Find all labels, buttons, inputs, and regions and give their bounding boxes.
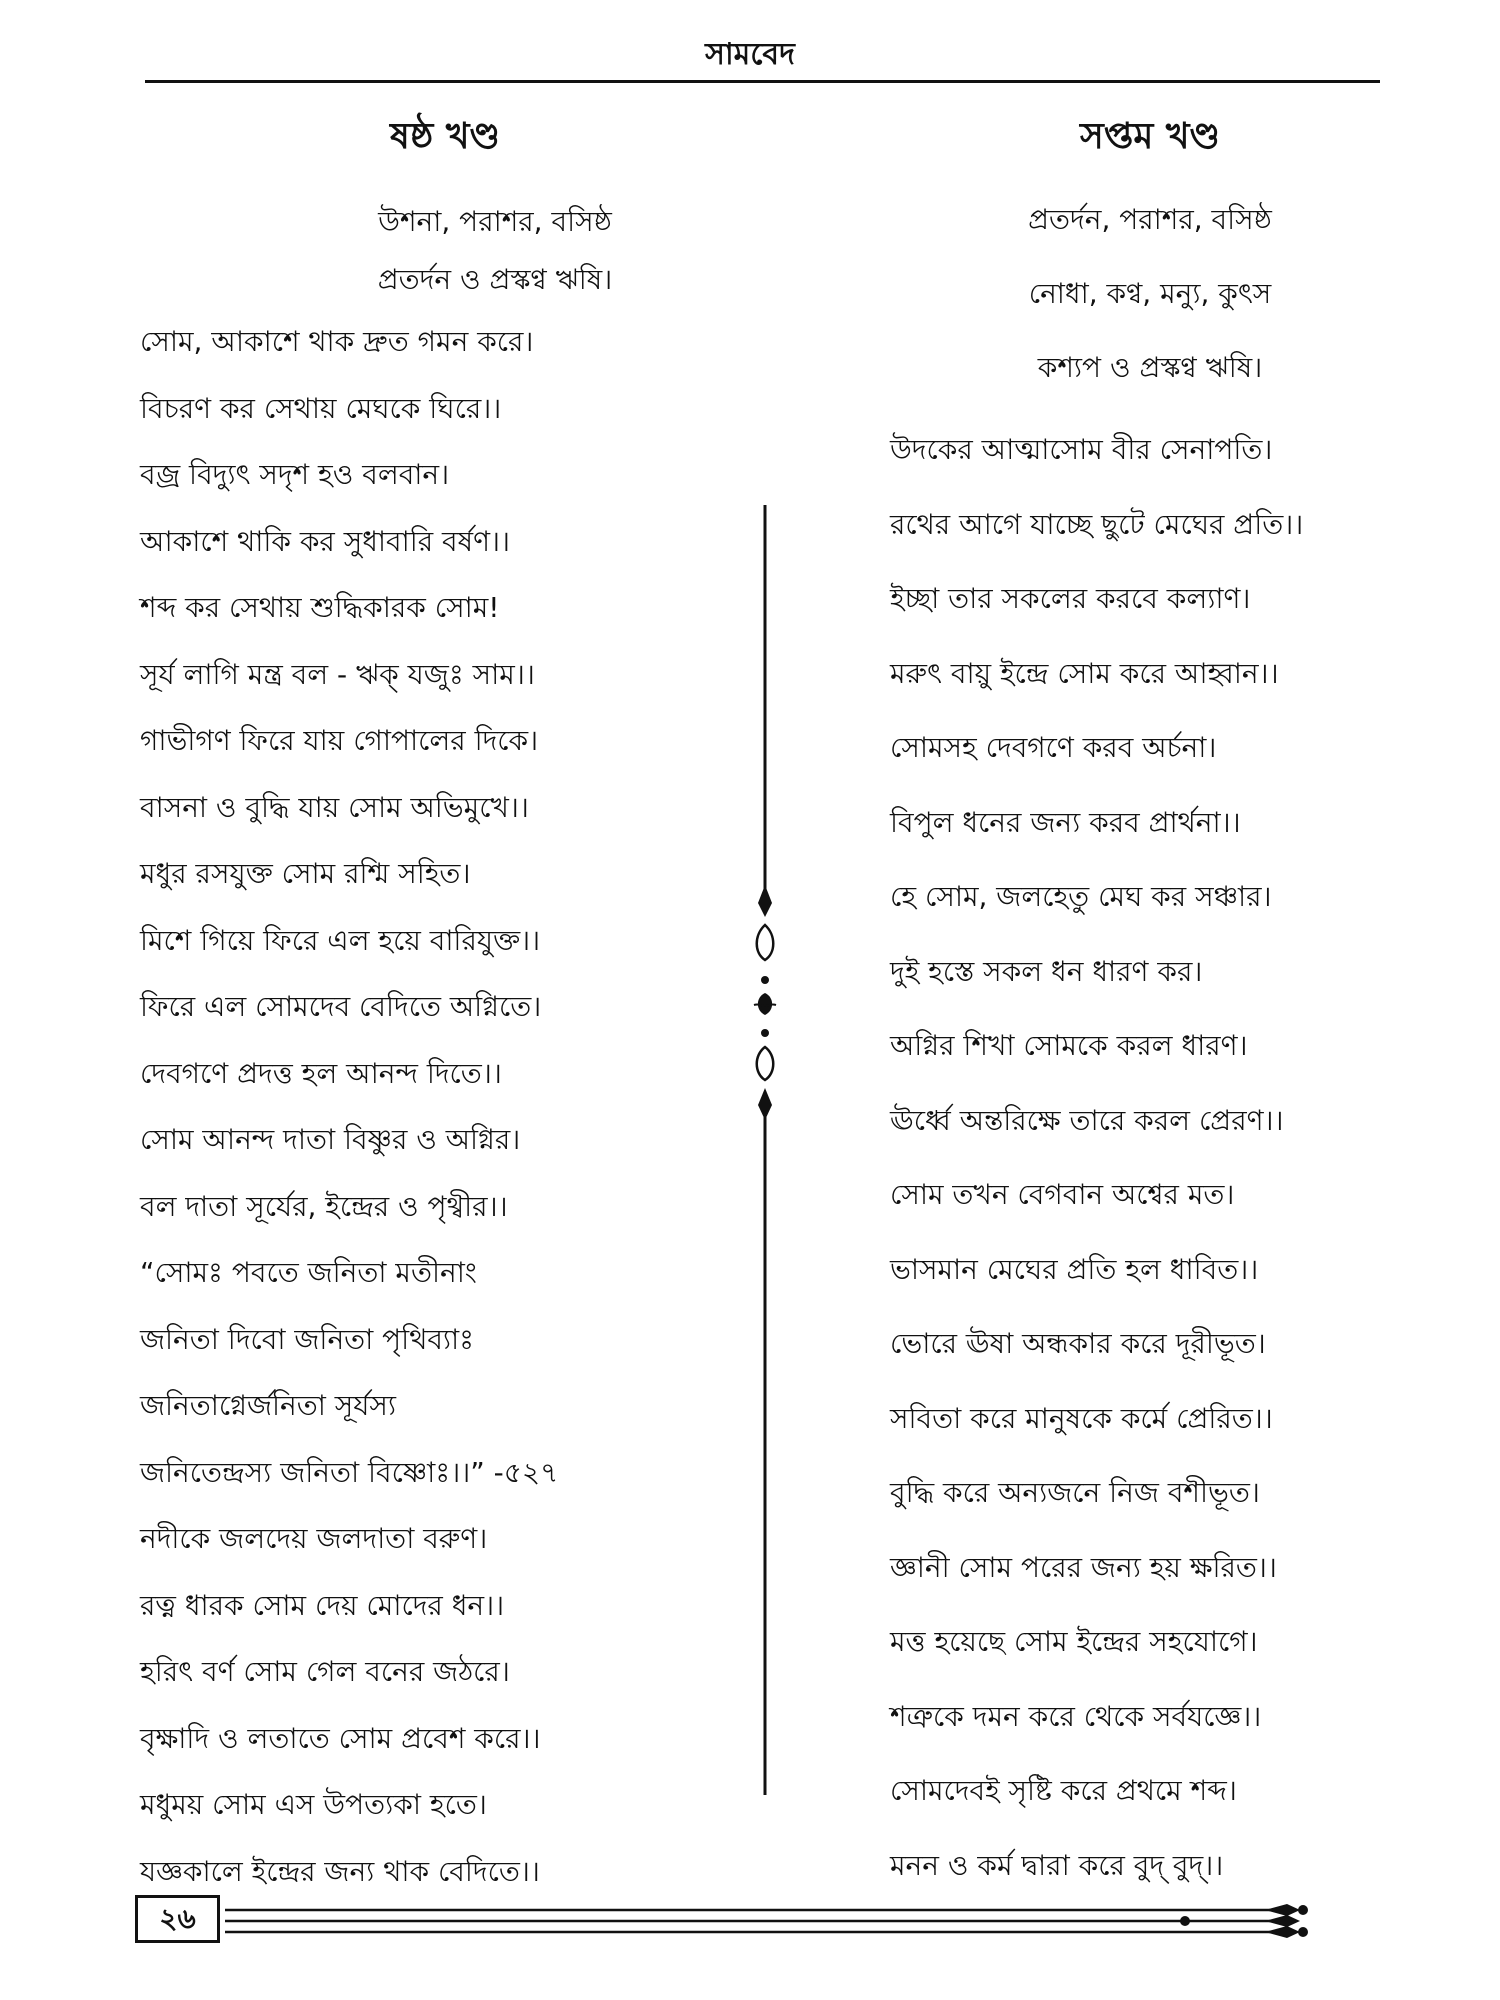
verse-line: মরুৎ বায়ু ইন্দ্রে সোম করে আহ্বান।। — [890, 656, 1279, 690]
right-section-title: সপ্তম খণ্ড — [1079, 116, 1221, 157]
left-verses — [140, 309, 730, 1905]
verse-line: অগ্নির শিখা সোমকে করল ধারণ। — [890, 1029, 1248, 1062]
verse-line: মনন ও কর্ম দ্বারা করে বুদ্ বুদ্।। — [890, 1848, 1224, 1882]
verse-line: জনিতা দিবো জনিতা পৃথিব্যাঃ — [140, 1322, 475, 1356]
left-rishi-line: উশনা, পরাশর, বসিষ্ঠ — [378, 205, 612, 238]
verse-line: সোম তখন বেগবান অশ্বের মত। — [890, 1178, 1235, 1211]
verse-line: রত্ন ধারক সোম দেয় মোদের ধন।। — [140, 1588, 505, 1622]
verse-line: বাসনা ও বুদ্ধি যায় সোম অভিমুখে।। — [140, 790, 529, 824]
verse-line: ঊর্ধ্বে অন্তরিক্ষে তারে করল প্রেরণ।। — [890, 1103, 1284, 1137]
verse-line: মত্ত হয়েছে সোম ইন্দ্রের সহযোগে। — [890, 1625, 1258, 1658]
verse-line: ফিরে এল সোমদেব বেদিতে অগ্নিতে। — [140, 990, 542, 1023]
right-rishi-line: প্রতর্দন, পরাশর, বসিষ্ঠ — [1028, 203, 1272, 236]
page-number: ২৬ — [135, 1895, 220, 1943]
running-header: সামবেদ — [705, 37, 795, 72]
verse-line: হরিৎ বর্ণ সোম গেল বনের জঠরে। — [140, 1655, 510, 1688]
header-rule — [145, 80, 1380, 83]
right-verses — [890, 413, 1410, 1903]
verse-line: নদীকে জলদেয় জলদাতা বরুণ। — [140, 1522, 488, 1555]
verse-line: “সোমঃ পবতে জনিতা মতীনাং — [140, 1256, 477, 1289]
right-rishi-line: কশ্যপ ও প্রস্কণ্ব ঋষি। — [1037, 351, 1263, 384]
verse-line: সোম আনন্দ দাতা বিষ্ণুর ও অগ্নির। — [140, 1123, 521, 1156]
verse-line: রথের আগে যাচ্ছে ছুটে মেঘের প্রতি।। — [890, 507, 1304, 541]
verse-line: জনিতেন্দ্রস্য জনিতা বিষ্ণোঃ।।” -৫২৭ — [140, 1455, 559, 1489]
verse-line: সোম, আকাশে থাক দ্রুত গমন করে। — [140, 325, 534, 358]
verse-line: হে সোম, জলহেতু মেঘ কর সঞ্চার। — [890, 880, 1272, 913]
verse-line: দুই হস্তে সকল ধন ধারণ কর। — [890, 954, 1203, 988]
verse-line: জনিতাগ্নের্জনিতা সূর্যস্য — [140, 1389, 397, 1422]
verse-line: সোমসহ দেবগণে করব অর্চনা। — [890, 731, 1217, 764]
verse-line: বল দাতা সূর্যের, ইন্দ্রের ও পৃথ্বীর।। — [140, 1189, 508, 1223]
left-rishi-line: প্রতর্দন ও প্রস্কণ্ব ঋষি। — [377, 263, 613, 296]
verse-line: গাভীগণ ফিরে যায় গোপালের দিকে। — [140, 724, 539, 757]
verse-line: ইচ্ছা তার সকলের করবে কল্যাণ। — [890, 582, 1251, 615]
verse-line: বুদ্ধি করে অন্যজনে নিজ বশীভূত। — [890, 1476, 1260, 1509]
verse-line: যজ্ঞকালে ইন্দ্রের জন্য থাক বেদিতে।। — [140, 1854, 540, 1888]
verse-line: শব্দ কর সেথায় শুদ্ধিকারক সোম! — [140, 591, 500, 624]
verse-line: বিপুল ধনের জন্য করব প্রার্থনা।। — [890, 805, 1241, 839]
verse-line: বৃক্ষাদি ও লতাতে সোম প্রবেশ করে।। — [140, 1721, 541, 1755]
column-divider-ornament — [752, 505, 778, 1795]
verse-line: ভোরে ঊষা অন্ধকার করে দূরীভূত। — [890, 1327, 1266, 1360]
verse-line: বজ্র বিদ্যুৎ সদৃশ হও বলবান। — [140, 458, 450, 491]
verse-line: সূর্য লাগি মন্ত্র বল - ঋক্ যজুঃ সাম।। — [140, 657, 535, 691]
verse-line: জ্ঞানী সোম পরের জন্য হয় ক্ষরিত।। — [890, 1550, 1277, 1584]
verse-line: মধুময় সোম এস উপত্যকা হতে। — [140, 1788, 487, 1821]
verse-line: মধুর রসযুক্ত সোম রশ্মি সহিত। — [140, 857, 471, 890]
verse-line: শত্রুকে দমন করে থেকে সর্বযজ্ঞে।। — [890, 1699, 1262, 1733]
verse-line: উদকের আত্মাসোম বীর সেনাপতি। — [890, 433, 1273, 466]
left-column — [140, 105, 730, 1905]
right-column — [890, 105, 1410, 1903]
verse-line: আকাশে থাকি কর সুধাবারি বর্ষণ।। — [140, 524, 511, 558]
verse-line: সবিতা করে মানুষকে কর্মে প্রেরিত।। — [890, 1401, 1273, 1435]
left-section-title: ষষ্ঠ খণ্ড — [390, 116, 500, 157]
verse-line: দেবগণে প্রদত্ত হল আনন্দ দিতে।। — [140, 1056, 502, 1090]
right-rishi-line: নোধা, কণ্ব, মন্যু, কুৎস — [1028, 277, 1272, 310]
verse-line: সোমদেবই সৃষ্টি করে প্রথমে শব্দ। — [890, 1774, 1237, 1807]
verse-line: বিচরণ কর সেথায় মেঘকে ঘিরে।। — [140, 391, 502, 425]
verse-line: মিশে গিয়ে ফিরে এল হয়ে বারিযুক্ত।। — [140, 923, 541, 957]
footer-ornament-rule — [225, 1896, 1310, 1946]
verse-line: ভাসমান মেঘের প্রতি হল ধাবিত।। — [890, 1252, 1259, 1286]
